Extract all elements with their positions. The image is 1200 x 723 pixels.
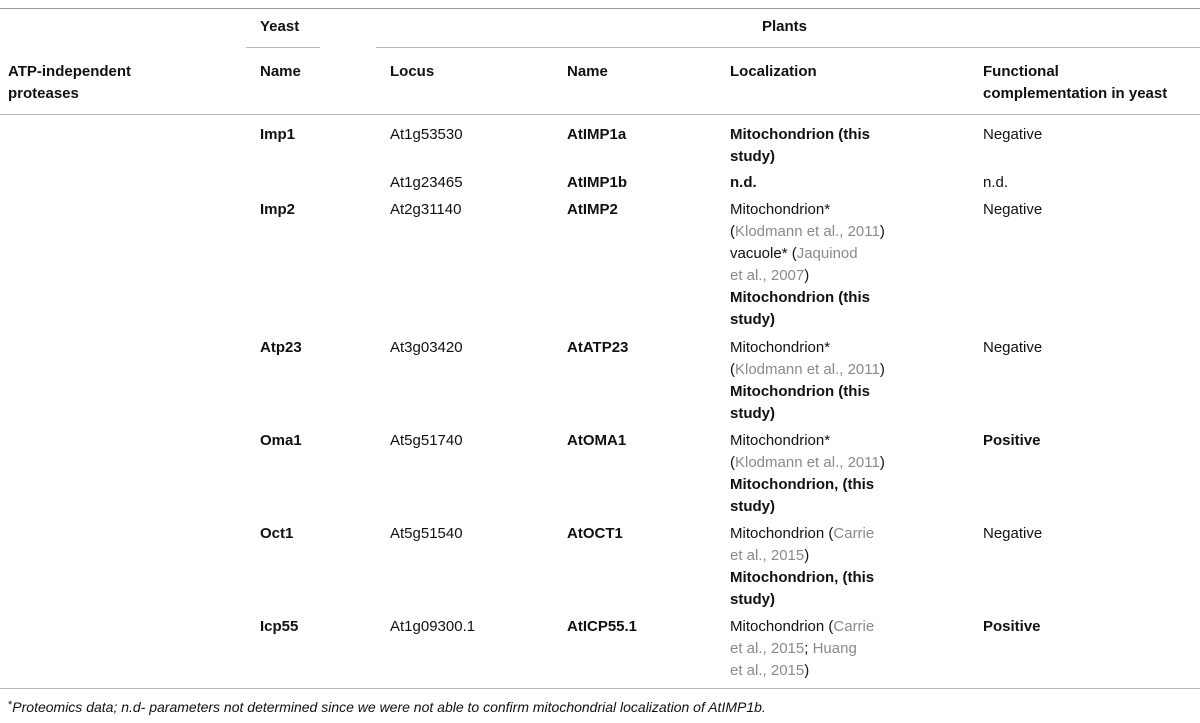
localization-line bbox=[730, 124, 870, 146]
localization-text: ) bbox=[879, 454, 885, 471]
row-label-line1: ATP-independent bbox=[8, 63, 132, 80]
localization-text: study) bbox=[730, 405, 775, 422]
row-label bbox=[8, 61, 131, 105]
localization-line bbox=[730, 359, 885, 381]
yeast-protein-name: Imp2 bbox=[260, 201, 296, 218]
localization-line bbox=[730, 589, 874, 611]
header-bottom-rule bbox=[0, 114, 1200, 115]
localization-text: ( bbox=[730, 223, 735, 240]
table-footnote bbox=[8, 695, 766, 717]
yeast-group-header: Yeast bbox=[260, 18, 300, 35]
plant-protein-name: AtIMP1b bbox=[567, 174, 627, 191]
functional-complementation: Negative bbox=[983, 126, 1043, 143]
localization-text: Mitochondrion (this bbox=[730, 126, 870, 143]
citation-link[interactable]: Klodmann et al., 2011 bbox=[735, 361, 880, 378]
localization-line bbox=[730, 337, 885, 359]
col-header-complementation-line1: Functional bbox=[983, 63, 1059, 80]
functional-complementation: n.d. bbox=[983, 174, 1009, 191]
functional-complementation: Positive bbox=[983, 618, 1041, 635]
col-header-localization: Localization bbox=[730, 63, 817, 80]
localization-line bbox=[730, 221, 885, 243]
plants-group-header: Plants bbox=[762, 18, 808, 35]
localization-line bbox=[730, 243, 885, 265]
plant-locus: At1g23465 bbox=[390, 174, 463, 191]
citation-link[interactable]: Carrie bbox=[833, 618, 875, 635]
localization-text: Mitochondrion, (this bbox=[730, 569, 875, 586]
localization-cell bbox=[730, 337, 885, 425]
localization-line bbox=[730, 430, 885, 452]
citation-link[interactable]: et al., 2015 bbox=[730, 640, 805, 657]
localization-cell bbox=[730, 523, 874, 611]
col-header-complementation-line2: complementation in yeast bbox=[983, 85, 1168, 102]
localization-text: Mitochondrion (this bbox=[730, 289, 870, 306]
localization-cell bbox=[730, 199, 885, 331]
localization-line bbox=[730, 199, 885, 221]
plant-locus: At3g03420 bbox=[390, 339, 463, 356]
localization-text: ( bbox=[730, 361, 735, 378]
citation-link[interactable]: et al., 2015 bbox=[730, 547, 805, 564]
localization-cell bbox=[730, 172, 757, 194]
yeast-protein-name: Icp55 bbox=[260, 618, 299, 635]
functional-complementation: Positive bbox=[983, 432, 1041, 449]
citation-link[interactable]: Huang bbox=[812, 640, 857, 657]
footer-top-rule bbox=[0, 688, 1200, 689]
localization-line bbox=[730, 146, 870, 168]
plants-group-rule bbox=[376, 47, 1200, 48]
functional-complementation: Negative bbox=[983, 339, 1043, 356]
col-header-plant-name: Name bbox=[567, 63, 608, 80]
col-header-locus: Locus bbox=[390, 63, 435, 80]
localization-line bbox=[730, 474, 885, 496]
footnote-text: Proteomics data; n.d- parameters not determined since we were not able to confirm mitochondrial localization of AtIMP1b. bbox=[12, 699, 766, 715]
plant-protein-name: AtIMP1a bbox=[567, 126, 627, 143]
yeast-protein-name: Atp23 bbox=[260, 339, 302, 356]
localization-line bbox=[730, 172, 757, 194]
col-header-yeast-name: Name bbox=[260, 63, 301, 80]
footnote-marker: * bbox=[8, 699, 13, 711]
localization-text: Mitochondrion ( bbox=[730, 618, 834, 635]
localization-cell bbox=[730, 124, 870, 168]
functional-complementation: Negative bbox=[983, 525, 1043, 542]
functional-complementation: Negative bbox=[983, 201, 1043, 218]
plant-locus: At2g31140 bbox=[390, 201, 462, 218]
yeast-protein-name: Oct1 bbox=[260, 525, 294, 542]
localization-line bbox=[730, 452, 885, 474]
citation-link[interactable]: et al., 2007 bbox=[730, 267, 805, 284]
localization-line bbox=[730, 567, 874, 589]
localization-line bbox=[730, 545, 874, 567]
citation-link[interactable]: Klodmann et al., 2011 bbox=[735, 223, 880, 240]
plant-protein-name: AtICP55.1 bbox=[567, 618, 638, 635]
localization-line bbox=[730, 660, 874, 682]
plant-protein-name: AtATP23 bbox=[567, 339, 629, 356]
localization-line bbox=[730, 616, 874, 638]
localization-text: Mitochondrion (this bbox=[730, 383, 870, 400]
localization-text: Mitochondrion ( bbox=[730, 525, 834, 542]
plant-protein-name: AtOMA1 bbox=[567, 432, 627, 449]
localization-cell bbox=[730, 430, 885, 518]
localization-text: ) bbox=[879, 361, 885, 378]
localization-line bbox=[730, 403, 885, 425]
localization-line bbox=[730, 496, 885, 518]
localization-text: vacuole* ( bbox=[730, 245, 797, 262]
plant-protein-name: AtIMP2 bbox=[567, 201, 618, 218]
plant-locus: At1g09300.1 bbox=[390, 618, 476, 635]
citation-link[interactable]: et al., 2015 bbox=[730, 662, 805, 679]
localization-line bbox=[730, 638, 874, 660]
col-header-complementation bbox=[983, 61, 1167, 105]
localization-text: ) bbox=[804, 547, 810, 564]
plant-locus: At1g53530 bbox=[390, 126, 463, 143]
localization-line bbox=[730, 287, 885, 309]
localization-text: Mitochondrion* bbox=[730, 432, 831, 449]
citation-link[interactable]: Jaquinod bbox=[796, 245, 858, 262]
citation-link[interactable]: Klodmann et al., 2011 bbox=[735, 454, 880, 471]
localization-text: Mitochondrion* bbox=[730, 339, 831, 356]
localization-text: n.d. bbox=[730, 174, 757, 191]
row-label-line2: proteases bbox=[8, 85, 79, 102]
localization-line bbox=[730, 523, 874, 545]
localization-text: ) bbox=[804, 662, 810, 679]
localization-text: ) bbox=[804, 267, 810, 284]
plant-locus: At5g51740 bbox=[390, 432, 463, 449]
yeast-group-rule bbox=[246, 47, 320, 48]
localization-text: ; bbox=[804, 640, 813, 657]
localization-text: ( bbox=[730, 454, 735, 471]
localization-text: study) bbox=[730, 591, 775, 608]
localization-text: study) bbox=[730, 148, 775, 165]
table-top-rule bbox=[0, 8, 1200, 9]
localization-text: Mitochondrion, (this bbox=[730, 476, 875, 493]
localization-line bbox=[730, 265, 885, 287]
localization-text: Mitochondrion* bbox=[730, 201, 831, 218]
yeast-protein-name: Oma1 bbox=[260, 432, 302, 449]
localization-text: study) bbox=[730, 311, 775, 328]
citation-link[interactable]: Carrie bbox=[833, 525, 875, 542]
localization-line bbox=[730, 381, 885, 403]
plant-protein-name: AtOCT1 bbox=[567, 525, 623, 542]
localization-text: study) bbox=[730, 498, 775, 515]
plant-locus: At5g51540 bbox=[390, 525, 463, 542]
localization-cell bbox=[730, 616, 874, 682]
yeast-protein-name: Imp1 bbox=[260, 126, 296, 143]
localization-text: ) bbox=[879, 223, 885, 240]
localization-line bbox=[730, 309, 885, 331]
